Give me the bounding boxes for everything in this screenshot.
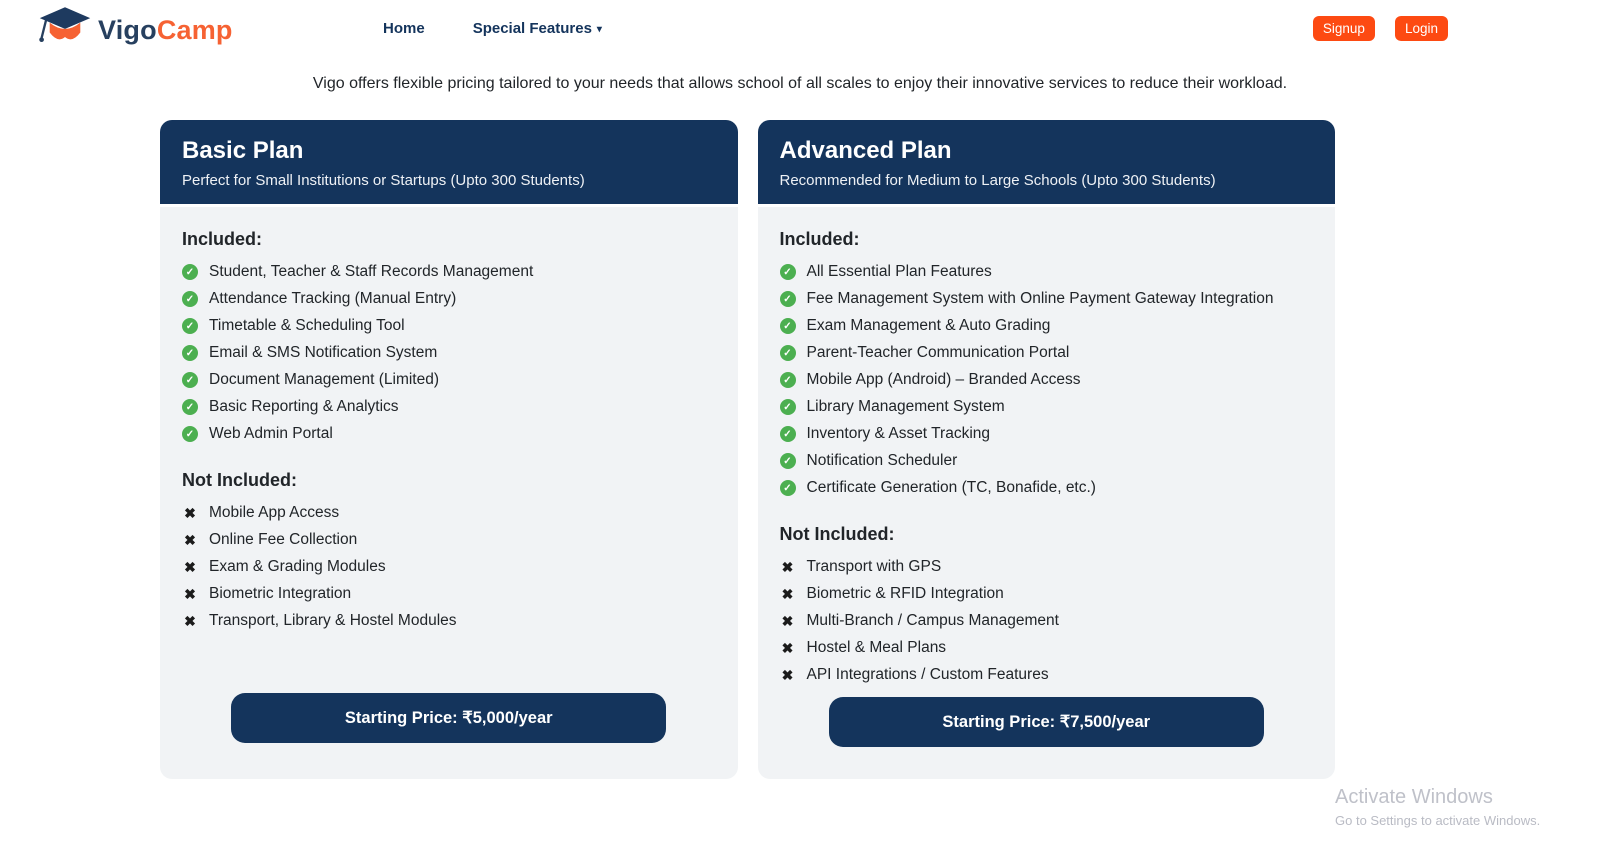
included-list <box>780 263 1314 506</box>
not-included-heading: Not Included: <box>182 470 297 490</box>
feature-label: Basic Reporting & Analytics <box>209 398 399 415</box>
list-item <box>780 371 1314 389</box>
list-item <box>780 585 1314 603</box>
feature-label: Fee Management System with Online Payment Gateway Integration <box>806 290 1274 307</box>
list-item <box>182 558 716 576</box>
list-item <box>182 612 716 630</box>
feature-label: Exam Management & Auto Grading <box>806 317 1051 334</box>
list-item <box>182 504 716 522</box>
advanced-plan-price-button[interactable]: Starting Price: ₹7,500/year <box>829 697 1264 747</box>
brand-name <box>98 15 233 46</box>
list-item <box>780 344 1314 362</box>
activate-windows-watermark <box>1335 786 1540 828</box>
cross-icon: ✖ <box>781 666 794 683</box>
brand-name-secondary: Camp <box>156 15 233 45</box>
check-circle-icon: ✓ <box>780 345 796 361</box>
watermark-subtitle: Go to Settings to activate Windows. <box>1335 813 1541 828</box>
not-included-heading: Not Included: <box>779 524 895 544</box>
nav-actions <box>1313 0 1448 56</box>
signup-button[interactable]: Signup <box>1313 16 1375 41</box>
feature-label: Library Management System <box>806 398 1005 415</box>
feature-label: Biometric Integration <box>209 585 352 602</box>
nav-link-home-label: Home <box>383 19 425 37</box>
feature-label: Parent-Teacher Communication Portal <box>806 344 1070 361</box>
check-circle-icon: ✓ <box>182 372 198 388</box>
check-circle-icon: ✓ <box>182 345 198 361</box>
plan-title: Advanced Plan <box>779 137 952 164</box>
navbar <box>0 0 1600 56</box>
cross-icon: ✖ <box>184 585 196 602</box>
not-included-list <box>780 558 1314 693</box>
included-heading: Included: <box>182 229 262 249</box>
included-list <box>182 263 716 452</box>
check-circle-icon: ✓ <box>182 318 198 334</box>
list-item <box>182 531 716 549</box>
feature-label: Attendance Tracking (Manual Entry) <box>209 290 457 307</box>
check-circle-icon: ✓ <box>182 291 198 307</box>
list-item <box>780 452 1314 470</box>
plan-tagline: Perfect for Small Institutions or Startups (Upto 300 Students) <box>182 172 585 189</box>
nav-link-special-features-label: Special Features <box>472 19 592 37</box>
feature-label: Multi-Branch / Campus Management <box>806 612 1059 629</box>
brand-name-primary: Vigo <box>98 15 157 45</box>
check-circle-icon: ✓ <box>182 426 198 442</box>
list-item <box>780 263 1314 281</box>
advanced-plan-body <box>758 207 1336 779</box>
feature-label: Exam & Grading Modules <box>209 558 386 575</box>
feature-label: Transport, Library & Hostel Modules <box>209 612 457 629</box>
check-circle-icon: ✓ <box>780 453 796 469</box>
nav-links <box>383 0 602 56</box>
basic-plan-price-button[interactable]: Starting Price: ₹5,000/year <box>231 693 666 743</box>
feature-label: Web Admin Portal <box>209 425 333 442</box>
plan-tagline: Recommended for Medium to Large Schools (Upto 300 Students) <box>779 172 1216 189</box>
list-item <box>182 585 716 603</box>
graduation-cap-icon <box>38 7 92 54</box>
watermark-title: Activate Windows <box>1335 786 1493 808</box>
cross-icon: ✖ <box>184 531 196 548</box>
intro-text: Vigo offers flexible pricing tailored to your needs that allows school of all scales to enjoy their innovative services to reduce their workload. <box>312 75 1288 92</box>
feature-label: Biometric & RFID Integration <box>806 585 1004 602</box>
list-item <box>780 639 1314 657</box>
feature-label: API Integrations / Custom Features <box>806 666 1049 683</box>
feature-label: Transport with GPS <box>806 558 942 575</box>
chevron-down-icon: ▾ <box>596 23 602 35</box>
list-item <box>780 290 1314 308</box>
cross-icon: ✖ <box>781 639 794 656</box>
not-included-list <box>182 504 716 639</box>
feature-label: Student, Teacher & Staff Records Management <box>209 263 534 280</box>
cross-icon: ✖ <box>184 612 196 629</box>
pricing-cards <box>160 120 1335 779</box>
feature-label: Online Fee Collection <box>209 531 358 548</box>
feature-label: Certificate Generation (TC, Bonafide, etc.) <box>806 479 1096 496</box>
list-item <box>182 425 716 443</box>
list-item <box>780 479 1314 497</box>
cross-icon: ✖ <box>781 612 794 629</box>
check-circle-icon: ✓ <box>780 318 796 334</box>
feature-label: Timetable & Scheduling Tool <box>209 317 405 334</box>
check-circle-icon: ✓ <box>182 399 198 415</box>
cross-icon: ✖ <box>781 585 794 602</box>
list-item <box>182 290 716 308</box>
check-circle-icon: ✓ <box>780 480 796 496</box>
nav-link-home[interactable] <box>383 20 425 37</box>
check-circle-icon: ✓ <box>780 372 796 388</box>
list-item <box>182 317 716 335</box>
check-circle-icon: ✓ <box>780 291 796 307</box>
list-item <box>780 398 1314 416</box>
check-circle-icon: ✓ <box>780 399 796 415</box>
plan-title: Basic Plan <box>182 137 304 164</box>
list-item <box>182 263 716 281</box>
check-circle-icon: ✓ <box>182 264 198 280</box>
check-circle-icon: ✓ <box>780 264 796 280</box>
check-circle-icon: ✓ <box>780 426 796 442</box>
cross-icon: ✖ <box>184 558 196 575</box>
feature-label: Notification Scheduler <box>806 452 958 469</box>
list-item <box>780 612 1314 630</box>
cross-icon: ✖ <box>781 558 794 575</box>
list-item <box>780 558 1314 576</box>
list-item <box>182 398 716 416</box>
basic-plan-header <box>160 120 738 207</box>
feature-label: All Essential Plan Features <box>806 263 992 280</box>
feature-label: Inventory & Asset Tracking <box>806 425 991 442</box>
advanced-plan-card <box>758 120 1336 779</box>
list-item <box>780 317 1314 335</box>
list-item <box>182 371 716 389</box>
advanced-plan-header <box>758 120 1336 207</box>
feature-label: Hostel & Meal Plans <box>806 639 947 656</box>
basic-plan-card <box>160 120 738 779</box>
list-item <box>182 344 716 362</box>
feature-label: Document Management (Limited) <box>209 371 440 388</box>
brand-logo[interactable] <box>38 7 233 54</box>
cross-icon: ✖ <box>184 504 196 521</box>
list-item <box>780 666 1314 684</box>
feature-label: Mobile App (Android) – Branded Access <box>806 371 1081 388</box>
feature-label: Email & SMS Notification System <box>209 344 438 361</box>
login-button[interactable]: Login <box>1395 16 1448 41</box>
feature-label: Mobile App Access <box>209 504 340 521</box>
included-heading: Included: <box>779 229 860 249</box>
list-item <box>780 425 1314 443</box>
nav-link-special-features[interactable] <box>473 20 602 37</box>
basic-plan-body <box>160 207 738 779</box>
